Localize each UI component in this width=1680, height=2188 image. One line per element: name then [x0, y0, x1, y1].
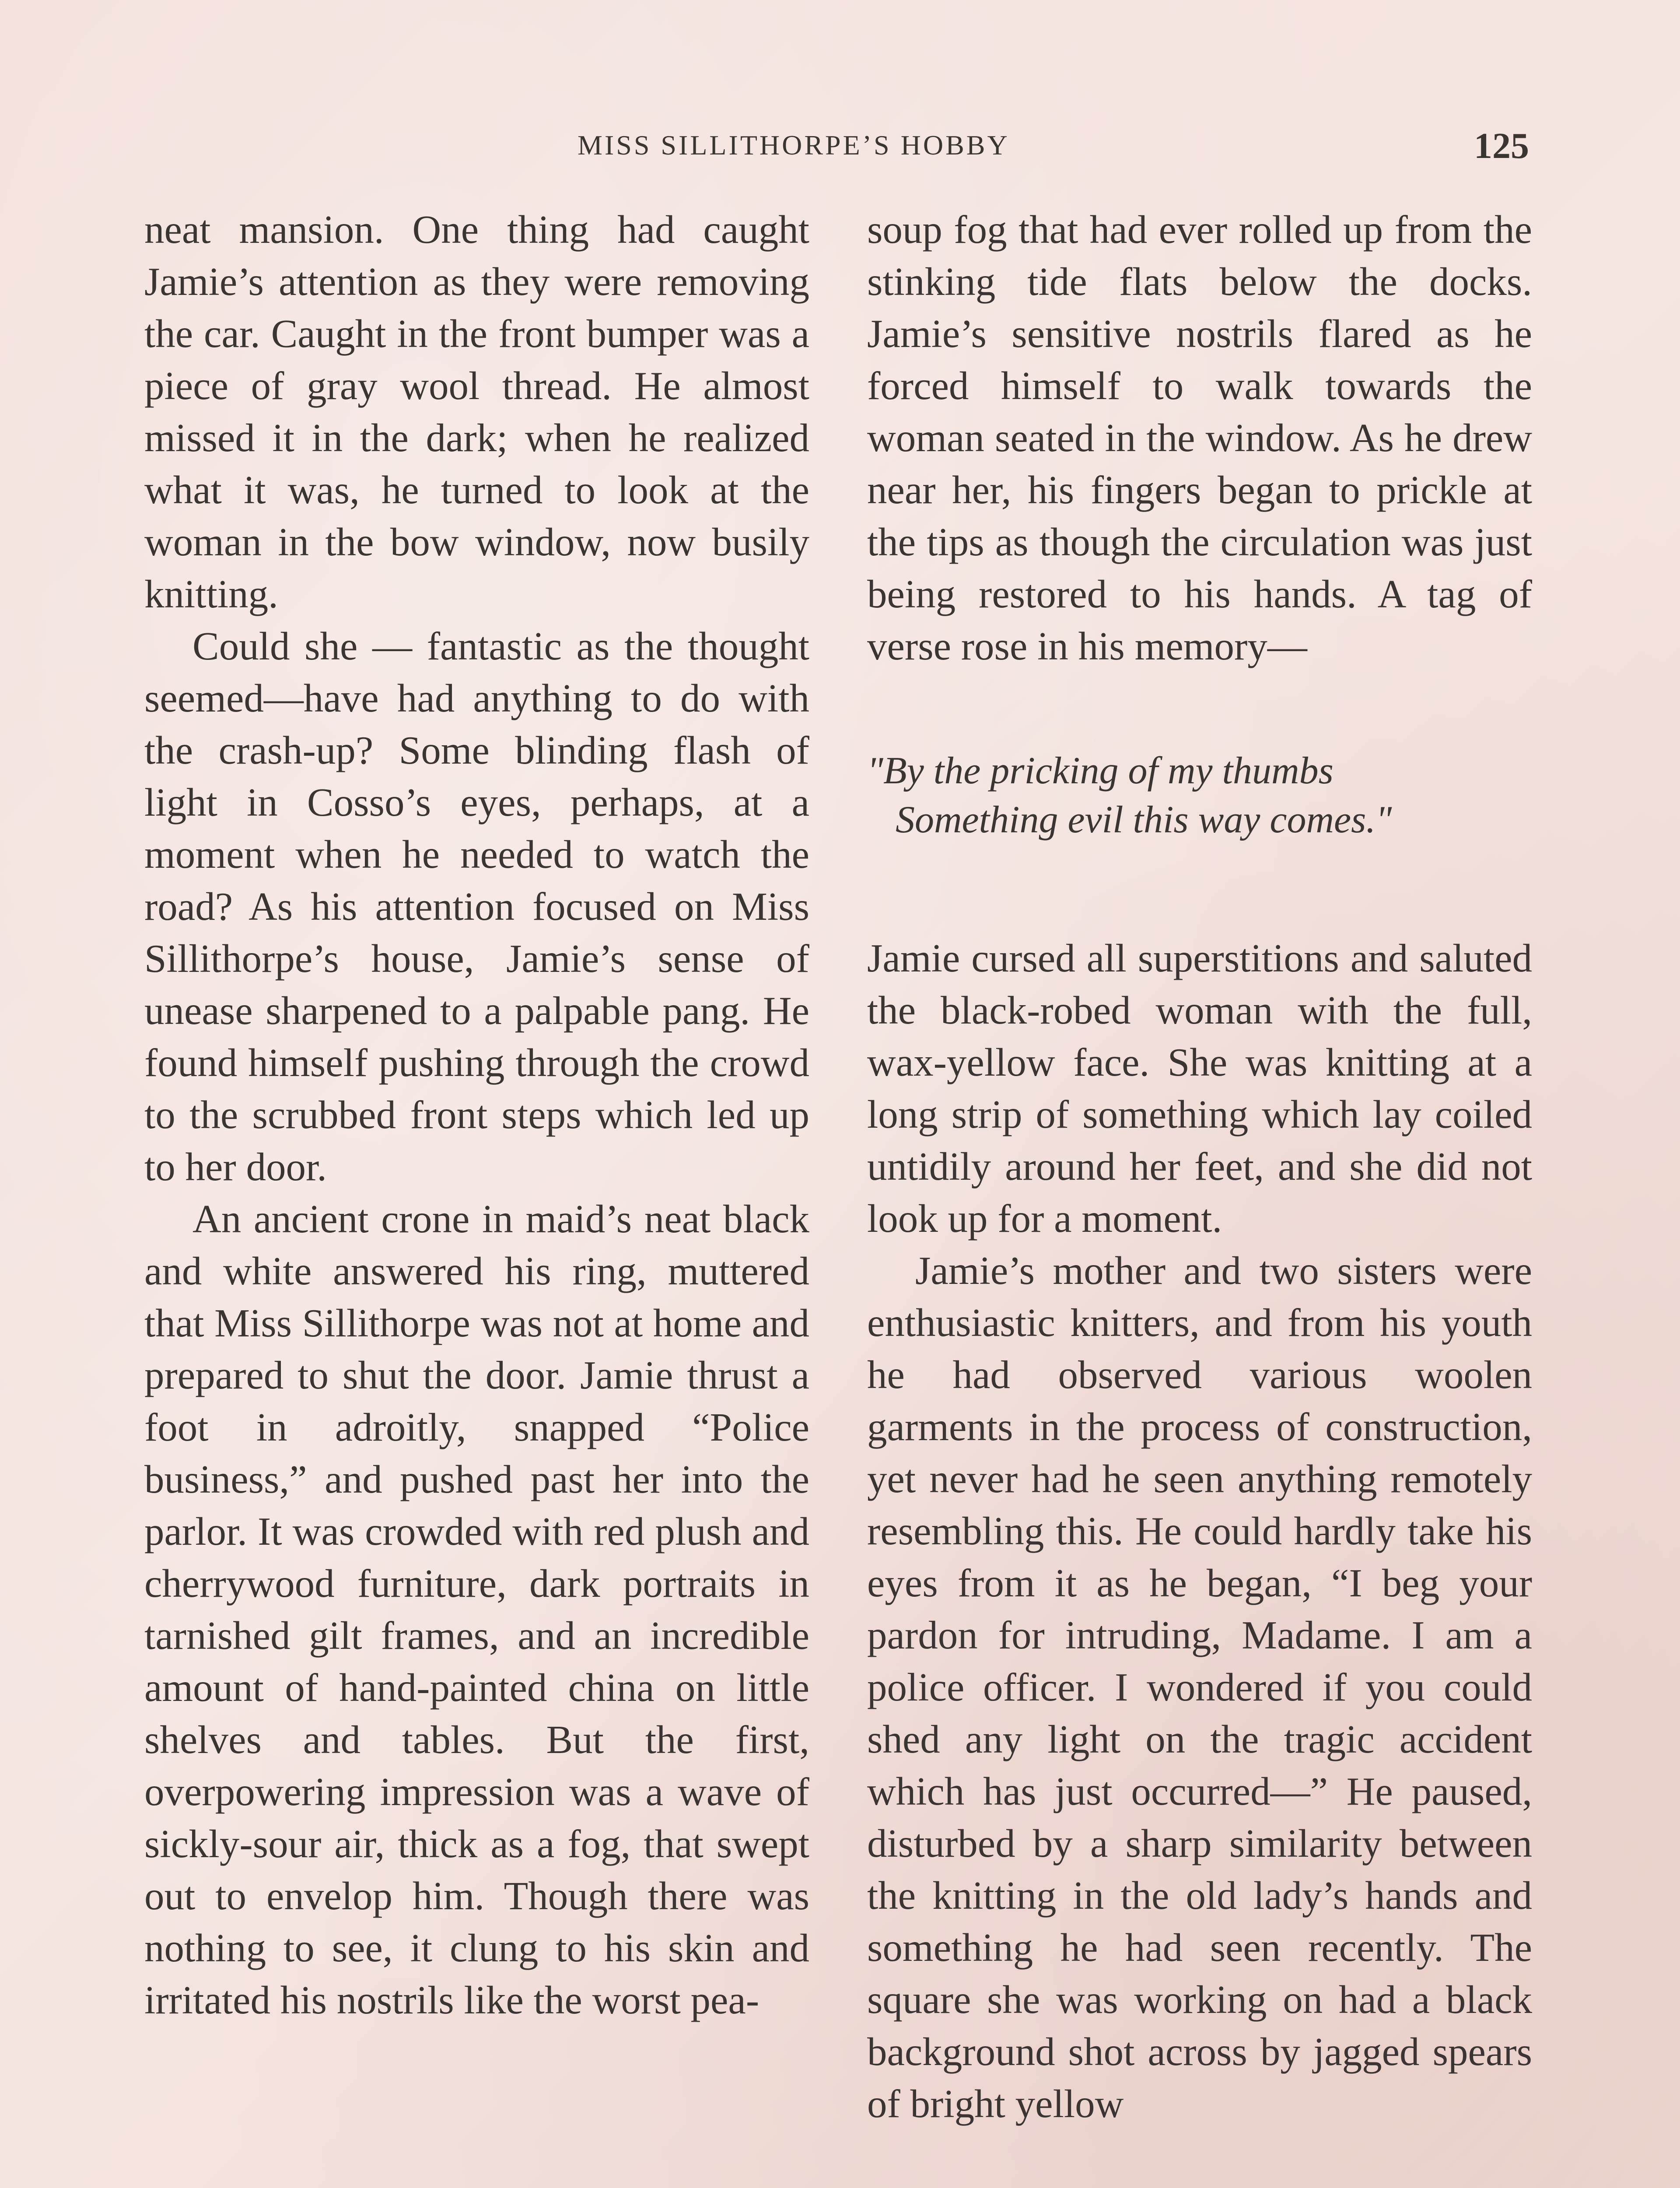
paragraph: Jamie’s mother and two sisters were enthusiastic knitters, and from his youth he had observed various woolen garments in the process of construction, yet never had he seen anything remotely resembling this. He could hardly take his eyes from it as he began, “I beg your pardon for intruding, Madame. I am a police officer. I wondered if you could shed any light on the tragic accident which has just occurred—” He paused, disturbed by a sharp similarity between the knitting in the old lady’s hands and something he had seen recently. The square she was working on had a black background shot across by jagged spears of bright yellow	[867, 1248, 1532, 2126]
paragraph: Jamie cursed all superstitions and saluted the black-robed woman with the full, wax-yellow face. She was knitting at a long strip of something which lay coiled untidily around her feet, and she did not look up for a moment.	[867, 936, 1532, 1241]
paragraph: An ancient crone in maid’s neat black and white answered his ring, muttered that Miss Sillithorpe was not at home and prepared to shut the door. Jamie thrust a foot in adroitly, snapped “Police business,” and pushed past her into the parlor. It was crowded with red plush and cherrywood furniture, dark portraits in tarnished gilt frames, and an incredible amount of hand-painted china on little shelves and tables. But the first, overpowering impression was a wave of sickly-sour air, thick as a fog, that swept out to envelop him. Though there was nothing to see, it clung to his skin and irritated his nostrils like the worst pea-	[144, 1197, 809, 2022]
paragraph: soup fog that had ever rolled up from the stinking tide flats below the docks. Jamie’s sensitive nostrils flared as he forced himself to walk towards the woman seated in the window. As he drew near her, his fingers began to prickle at the tips as though the circulation was just being restored to his hands. A tag of verse rose in his memory—	[867, 207, 1532, 668]
verse-quote	[867, 747, 1532, 845]
page-number: 125	[1474, 126, 1529, 166]
verse-line: Something evil this way comes."	[896, 799, 1392, 841]
right-column	[867, 203, 1532, 2130]
left-column	[144, 203, 809, 2026]
paragraph: Could she — fantastic as the thought seemed—have had anything to do with the crash-up? Some blinding flash of light in Cosso’s eyes, perhaps, at a moment when he needed to watch the road? As his attention focused on Miss Sillithorpe’s house, Jamie’s sense of unease sharpened to a palpable pang. He found himself pushing through the crowd to the scrubbed front steps which led up to her door.	[144, 624, 809, 1189]
verse-line: "By the pricking of my thumbs	[867, 750, 1334, 792]
paragraph: neat mansion. One thing had caught Jamie’s attention as they were removing the car. Caught in the front bumper was a piece of gray wool thread. He almost missed it in the dark; when he realized what it was, he turned to look at the woman in the bow window, now busily knitting.	[144, 207, 809, 616]
running-head: MISS SILLITHORPE’S HOBBY	[578, 130, 1010, 161]
